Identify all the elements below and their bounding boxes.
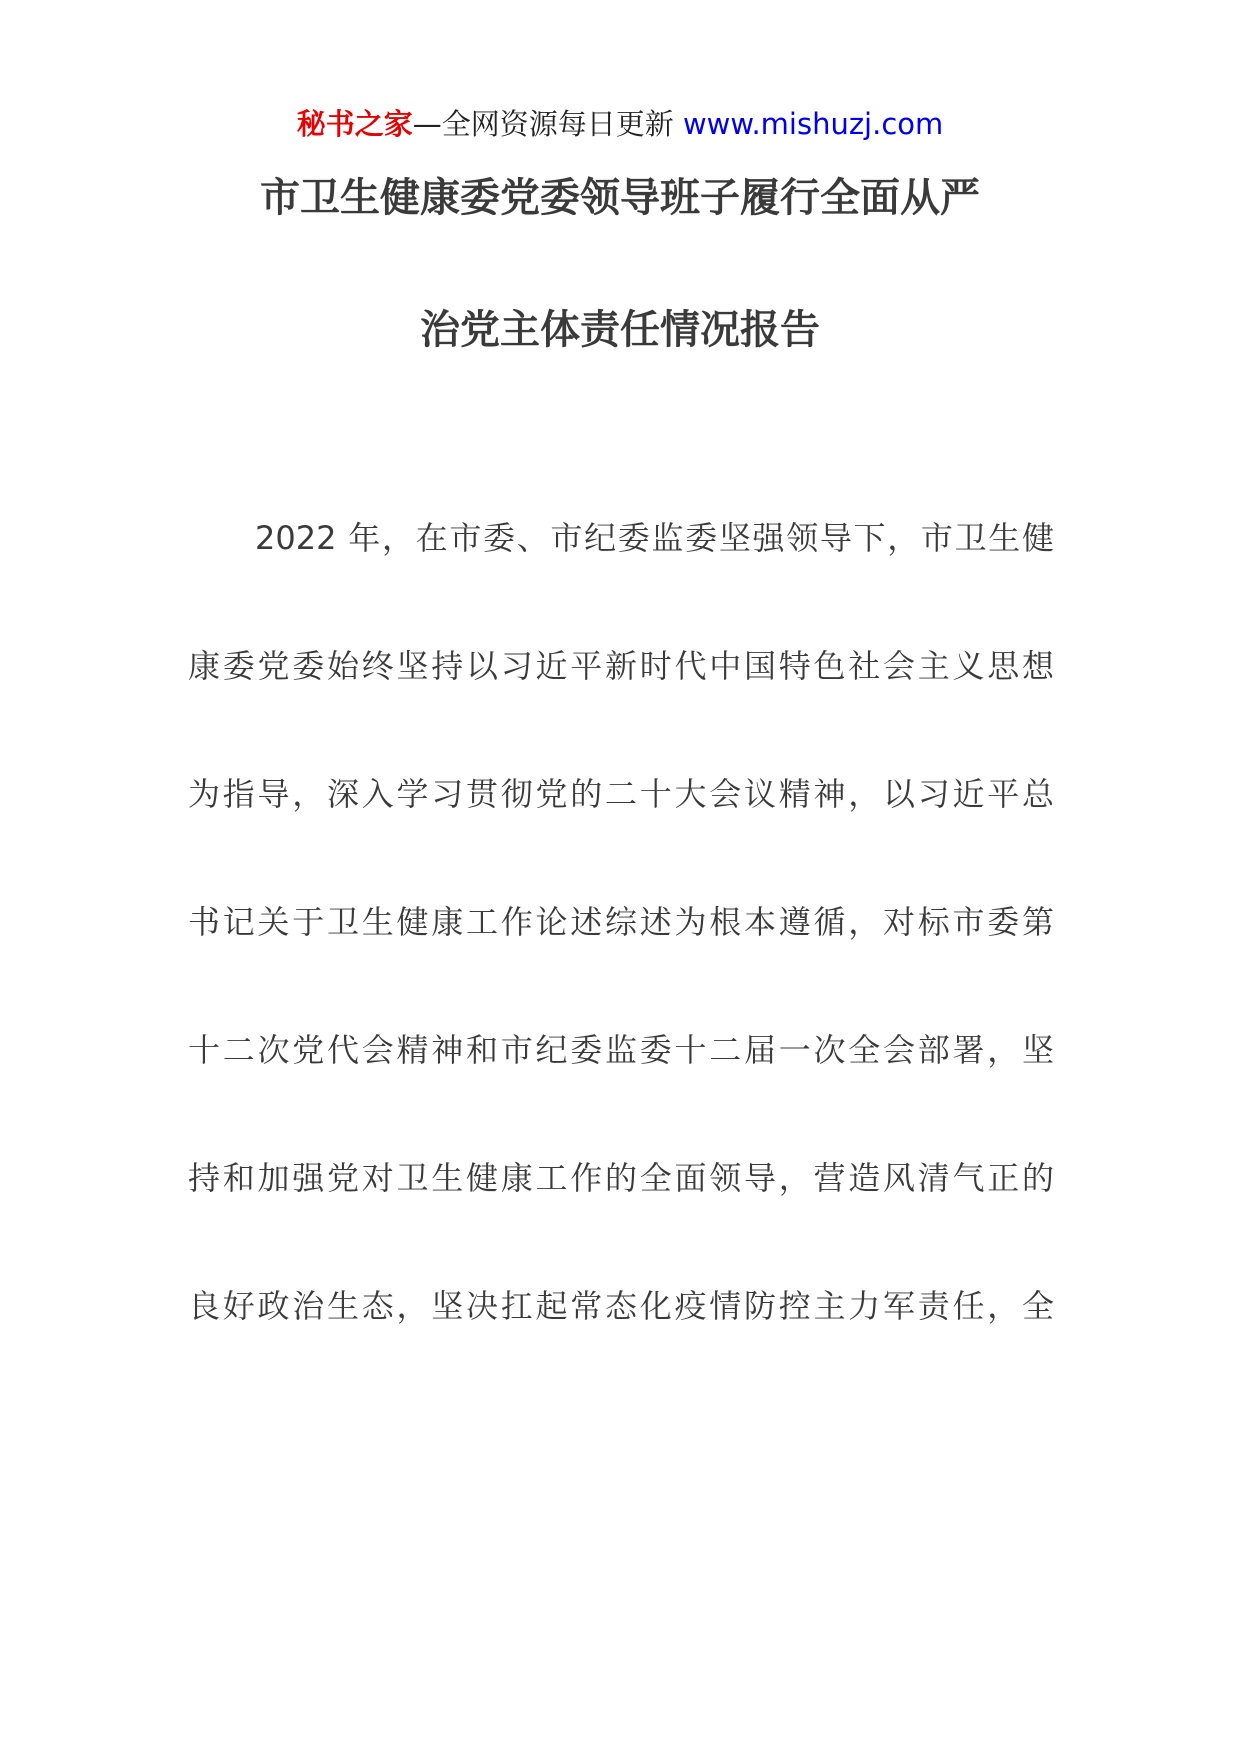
site-header [0, 100, 1240, 148]
document-title-line-2: 治党主体责任情况报告 [420, 307, 820, 353]
body-line-4: 书记关于卫生健康工作论述综述为根本遵循，对标市委第 [188, 903, 1054, 941]
header-slogan: —全网资源每日更新 [412, 107, 674, 141]
body-line-2: 康委党委始终坚持以习近平新时代中国特色社会主义思想 [188, 647, 1054, 685]
brand-name: 秘书之家 [296, 107, 413, 141]
body-line-6: 持和加强党对卫生健康工作的全面领导，营造风清气正的 [188, 1159, 1054, 1197]
site-url-link[interactable]: www.mishuzj.com [682, 107, 944, 141]
body-line-7: 良好政治生态，坚决扛起常态化疫情防控主力军责任，全 [188, 1287, 1054, 1325]
body-line-1: 2022 年，在市委、市纪委监委坚强领导下，市卫生健 [255, 519, 1054, 557]
document-title-line-1: 市卫生健康委党委领导班子履行全面从严 [260, 175, 980, 221]
body-line-3: 为指导，深入学习贯彻党的二十大会议精神，以习近平总 [188, 775, 1054, 813]
body-line-5: 十二次党代会精神和市纪委监委十二届一次全会部署，坚 [188, 1031, 1054, 1069]
